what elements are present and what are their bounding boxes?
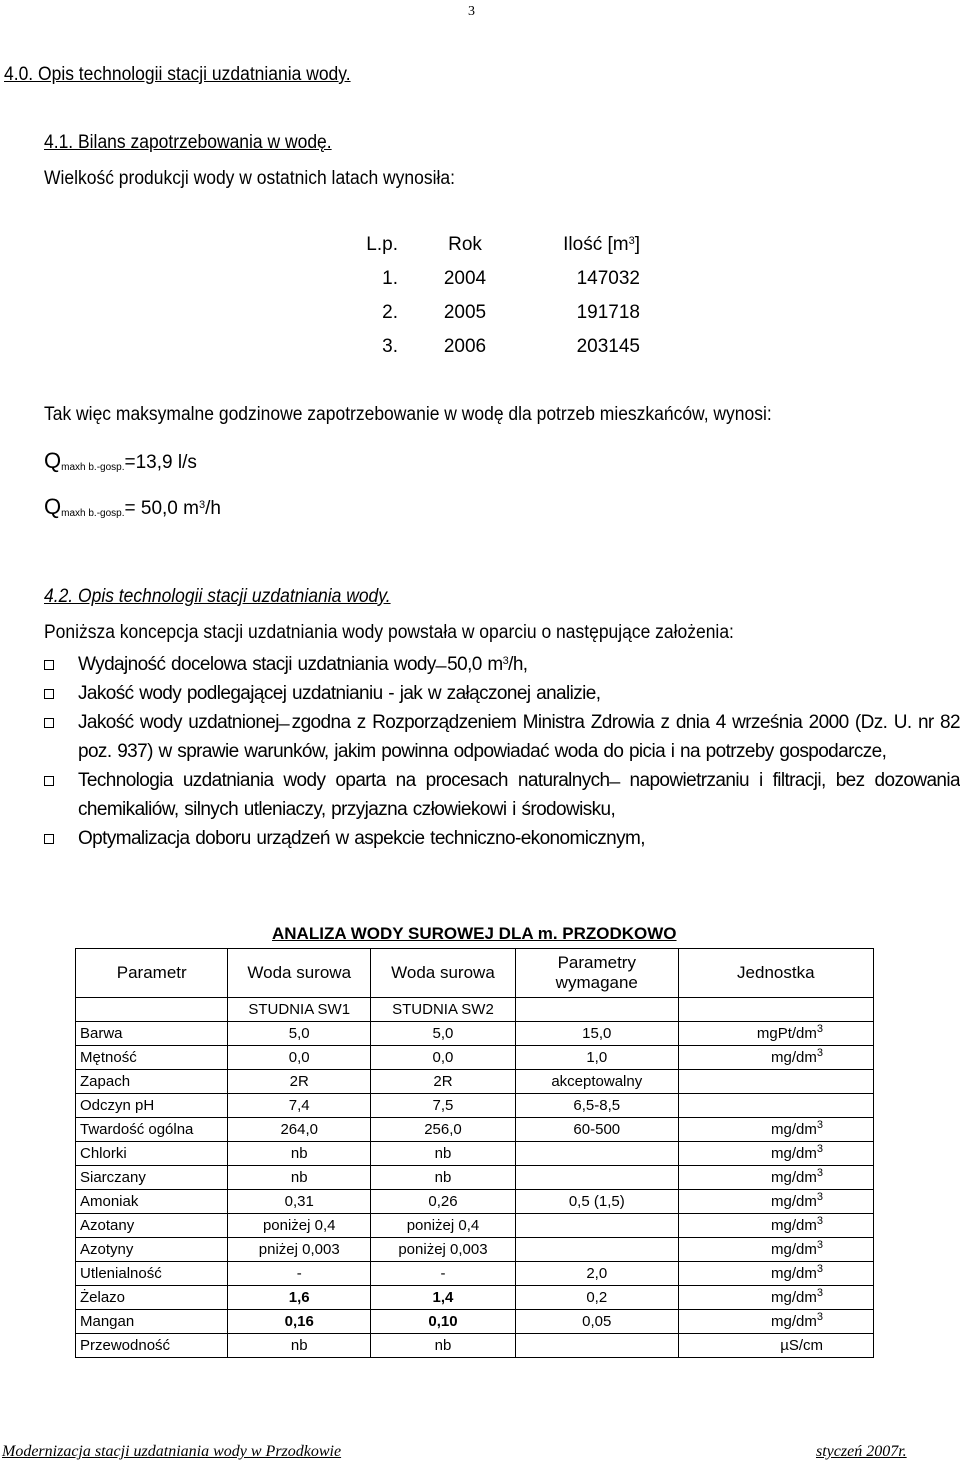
cell-parameter: Mętność xyxy=(76,1046,228,1070)
cell-sw2: 7,5 xyxy=(370,1094,515,1118)
table-row xyxy=(76,1094,874,1118)
analysis-body xyxy=(76,1022,874,1358)
table-row xyxy=(76,1238,874,1262)
cell-sw1: 7,4 xyxy=(228,1094,371,1118)
checkbox-bullet-icon xyxy=(44,689,54,699)
cell-parameter: Barwa xyxy=(76,1022,228,1046)
section-heading-4-0: 4.0. Opis technologii stacji uzdatniania wody. xyxy=(4,64,351,85)
list-item-text: Technologia uzdatniania wody oparta na procesach naturalnych ̶ napowietrzaniu i filtracji, bez dozowania chemikaliów, silnych utleniaczy, przyjazna człowiekowi i środowisku, xyxy=(78,770,960,820)
cell-required xyxy=(515,1142,678,1166)
row-year: 2006 xyxy=(443,336,487,357)
cell-sw1: 0,16 xyxy=(228,1310,371,1334)
table-row xyxy=(76,1214,874,1238)
footer-project-title: Modernizacja stacji uzdatniania wody w Przodkowie xyxy=(2,1443,342,1460)
cell-required xyxy=(515,1238,678,1262)
cell-parameter: Twardość ogólna xyxy=(76,1118,228,1142)
cell-required: 0,05 xyxy=(515,1310,678,1334)
production-row xyxy=(310,336,640,370)
row-lp: 2. xyxy=(382,302,398,323)
cell-sw2: nb xyxy=(370,1166,515,1190)
table-row xyxy=(76,1334,874,1358)
cell-required: 0,2 xyxy=(515,1286,678,1310)
header-required: Parametry wymagane xyxy=(515,949,678,998)
list-item-text: Optymalizacja doboru urządzeń w aspekcie techniczno-ekonomicznym, xyxy=(78,828,645,849)
cell-sw2: nb xyxy=(370,1334,515,1358)
cell-required: 15,0 xyxy=(515,1022,678,1046)
subheader-well-sw2: STUDNIA SW2 xyxy=(370,998,515,1022)
cell-unit: $mg/dm^3$ xyxy=(678,1190,873,1214)
cell-unit: $mg/dm^3$ xyxy=(678,1214,873,1238)
assumptions-intro: Poniższa koncepcja stacji uzdatniania wody powstała w oparciu o następujące założenia: xyxy=(44,622,734,643)
cell-sw1: pniżej 0,003 xyxy=(228,1238,371,1262)
production-row xyxy=(310,302,640,336)
list-item xyxy=(44,650,960,679)
cell-sw1: - xyxy=(228,1262,371,1286)
list-item xyxy=(44,824,960,853)
list-item xyxy=(44,679,960,708)
analysis-subheader-row xyxy=(76,998,874,1022)
cell-sw2: poniżej 0,003 xyxy=(370,1238,515,1262)
q-value: = 50,0 m xyxy=(124,498,199,519)
checkbox-bullet-icon xyxy=(44,660,54,670)
row-lp: 1. xyxy=(382,268,398,289)
water-analysis-table xyxy=(75,948,874,1358)
cell-sw2: 0,26 xyxy=(370,1190,515,1214)
cell-unit: $mg/dm^3$ xyxy=(678,1046,873,1070)
cell-sw2: 1,4 xyxy=(370,1286,515,1310)
table-row xyxy=(76,1046,874,1070)
cell-sw1: nb xyxy=(228,1142,371,1166)
cell-parameter: Żelazo xyxy=(76,1286,228,1310)
cell-sw1: nb xyxy=(228,1166,371,1190)
row-amount: 147032 xyxy=(576,268,640,289)
header-unit: Jednostka xyxy=(678,949,873,998)
cell-parameter: Odczyn pH xyxy=(76,1094,228,1118)
cell-sw2: 0,0 xyxy=(370,1046,515,1070)
cell-sw2: 256,0 xyxy=(370,1118,515,1142)
subheader-empty xyxy=(515,998,678,1022)
production-row xyxy=(310,268,640,302)
table-row xyxy=(76,1262,874,1286)
production-table-header xyxy=(310,234,640,268)
table-row xyxy=(76,1286,874,1310)
q-subscript: maxh b.-gosp. xyxy=(61,508,125,519)
row-year: 2004 xyxy=(443,268,487,289)
cell-required: 0,5 (1,5) xyxy=(515,1190,678,1214)
cell-required: akceptowalny xyxy=(515,1070,678,1094)
list-item xyxy=(44,708,960,766)
header-year: Rok xyxy=(448,234,482,255)
row-year: 2005 xyxy=(443,302,487,323)
cell-required xyxy=(515,1334,678,1358)
header-raw-water-1: Woda surowa xyxy=(228,949,371,998)
section-heading-4-2: 4.2. Opis technologii stacji uzdatniania wody. xyxy=(44,586,391,607)
analysis-title: ANALIZA WODY SUROWEJ DLA m. PRZODKOWO xyxy=(272,924,677,943)
cell-unit: $mg/dm^3$ xyxy=(678,1166,873,1190)
cell-unit: $mg/dm^3$ xyxy=(678,1142,873,1166)
subheader-empty xyxy=(678,998,873,1022)
cell-sw1: nb xyxy=(228,1334,371,1358)
q-subscript: maxh b.-gosp. xyxy=(61,462,125,473)
table-row xyxy=(76,1118,874,1142)
cell-parameter: Siarczany xyxy=(76,1166,228,1190)
cell-required: 2,0 xyxy=(515,1262,678,1286)
cell-required xyxy=(515,1166,678,1190)
cell-sw2: 2R xyxy=(370,1070,515,1094)
cell-sw2: poniżej 0,4 xyxy=(370,1214,515,1238)
cell-parameter: Zapach xyxy=(76,1070,228,1094)
cell-unit: $mg/dm^3$ xyxy=(678,1118,873,1142)
q-value: =13,9 l/s xyxy=(124,452,197,473)
cell-required: 60-500 xyxy=(515,1118,678,1142)
cell-sw2: 5,0 xyxy=(370,1022,515,1046)
checkbox-bullet-icon xyxy=(44,776,54,786)
table-row xyxy=(76,1190,874,1214)
table-row xyxy=(76,1142,874,1166)
cell-parameter: Przewodność xyxy=(76,1334,228,1358)
cell-sw1: 1,6 xyxy=(228,1286,371,1310)
q-symbol: Q xyxy=(44,448,62,473)
cell-sw1: 5,0 xyxy=(228,1022,371,1046)
table-row xyxy=(76,1070,874,1094)
cell-sw1: 264,0 xyxy=(228,1118,371,1142)
section-heading-4-1: 4.1. Bilans zapotrzebowania w wodę. xyxy=(44,132,332,153)
list-item-text: Jakość wody podlegającej uzdatnianiu - jak w załączonej analizie, xyxy=(78,683,601,704)
cell-sw1: 0,0 xyxy=(228,1046,371,1070)
cell-sw2: - xyxy=(370,1262,515,1286)
cell-sw2: nb xyxy=(370,1142,515,1166)
cell-required: 6,5-8,5 xyxy=(515,1094,678,1118)
cell-unit: $mg/dm^3$ xyxy=(678,1262,873,1286)
analysis-header-row xyxy=(76,949,874,998)
production-table xyxy=(310,234,640,370)
page-number: 3 xyxy=(468,4,475,19)
header-lp: L.p. xyxy=(366,234,398,255)
table-row xyxy=(76,1166,874,1190)
list-item-text: Wydajność docelowa stacji uzdatniania wody ̶ 50,0 $m^3/h$, xyxy=(78,654,528,675)
header-raw-water-2: Woda surowa xyxy=(370,949,515,998)
checkbox-bullet-icon xyxy=(44,718,54,728)
header-amount: Ilość $[m^3]$ xyxy=(563,234,640,255)
cell-parameter: Azotyny xyxy=(76,1238,228,1262)
cell-unit xyxy=(678,1094,873,1118)
cell-sw1: 0,31 xyxy=(228,1190,371,1214)
table-row xyxy=(76,1022,874,1046)
cell-parameter: Azotany xyxy=(76,1214,228,1238)
cell-unit: $mg/dm^3$ xyxy=(678,1286,873,1310)
cell-parameter: Mangan xyxy=(76,1310,228,1334)
q-symbol: Q xyxy=(44,494,62,519)
table-row xyxy=(76,1310,874,1334)
cell-sw1: poniżej 0,4 xyxy=(228,1214,371,1238)
subheader-well-sw1: STUDNIA SW1 xyxy=(228,998,371,1022)
cell-unit: µS/cm xyxy=(678,1334,873,1358)
row-lp: 3. xyxy=(382,336,398,357)
footer-date: styczeń 2007r. xyxy=(816,1443,907,1460)
cell-sw2: 0,10 xyxy=(370,1310,515,1334)
production-intro-text: Wielkość produkcji wody w ostatnich latach wynosiła: xyxy=(44,168,455,189)
subheader-empty xyxy=(76,998,228,1022)
list-item-text: Jakość wody uzdatnionej ̶ zgodna z Rozporządzeniem Ministra Zdrowia z dnia 4 września 2000 (Dz. U. nr 82 poz. 937) w sprawie warunków, jakim powinna odpowiadać woda do picia i na potrzeby gospodarcze, xyxy=(78,712,960,762)
cell-parameter: Utlenialność xyxy=(76,1262,228,1286)
flow-rate-m3h: $Q_{maxh b.-gosp.}= 50,0$ $m^3/h$ xyxy=(44,494,221,519)
flow-rate-ls xyxy=(44,448,197,474)
row-amount: 191718 xyxy=(576,302,640,323)
cell-unit xyxy=(678,1070,873,1094)
assumptions-list xyxy=(44,650,960,853)
cell-sw1: 2R xyxy=(228,1070,371,1094)
cell-required: 1,0 xyxy=(515,1046,678,1070)
list-item xyxy=(44,766,960,824)
cell-parameter: Chlorki xyxy=(76,1142,228,1166)
cell-parameter: Amoniak xyxy=(76,1190,228,1214)
demand-text: Tak więc maksymalne godzinowe zapotrzebowanie w wodę dla potrzeb mieszkańców, wynosi: xyxy=(44,404,772,425)
cell-required xyxy=(515,1214,678,1238)
cell-unit: mgPt/$dm^3$ xyxy=(678,1022,873,1046)
row-amount: 203145 xyxy=(576,336,640,357)
cell-unit: $mg/dm^3$ xyxy=(678,1238,873,1262)
checkbox-bullet-icon xyxy=(44,834,54,844)
cell-unit: $mg/dm^3$ xyxy=(678,1310,873,1334)
header-parameter: Parametr xyxy=(76,949,228,998)
